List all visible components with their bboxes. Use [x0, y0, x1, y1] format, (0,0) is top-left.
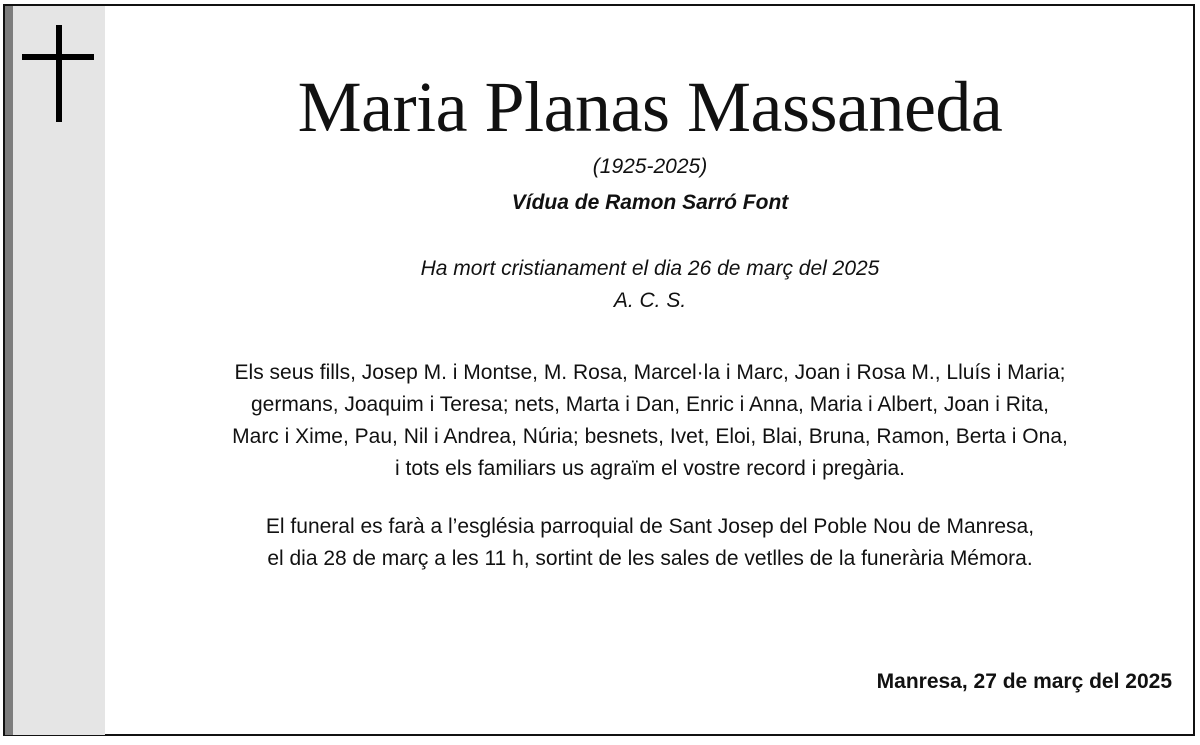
family-line: Els seus fills, Josep M. i Montse, M. Rosa, Marcel·la i Marc, Joan i Rosa M., Lluís i Maria;	[234, 361, 1066, 384]
cross-vertical	[56, 25, 62, 122]
death-notice: Ha mort cristianament el dia 26 de març del 2025	[420, 257, 880, 280]
deceased-name: Maria Planas Massaneda	[297, 67, 1003, 147]
family-line: germans, Joaquim i Teresa; nets, Marta i Dan, Enric i Anna, Maria i Albert, Joan i Rita,	[251, 393, 1049, 416]
years: (1925-2025)	[592, 155, 708, 178]
family-line: Marc i Xime, Pau, Nil i Andrea, Núria; besnets, Ivet, Eloi, Blai, Bruna, Ramon, Berta i Ona,	[232, 425, 1068, 448]
cross-horizontal	[22, 54, 94, 60]
family-line: i tots els familiars us agraïm el vostre record i pregària.	[394, 457, 906, 480]
side-strip-dark	[5, 6, 13, 735]
funeral-line: el dia 28 de març a les 11 h, sortint de les sales de vetlles de la funerària Mémora.	[267, 547, 1033, 570]
acs: A. C. S.	[613, 289, 687, 312]
funeral-line: El funeral es farà a l’església parroquial de Sant Josep del Poble Nou de Manresa,	[265, 515, 1035, 538]
place-date: Manresa, 27 de març del 2025	[876, 670, 1172, 693]
widow-of: Vídua de Ramon Sarró Font	[511, 191, 789, 214]
